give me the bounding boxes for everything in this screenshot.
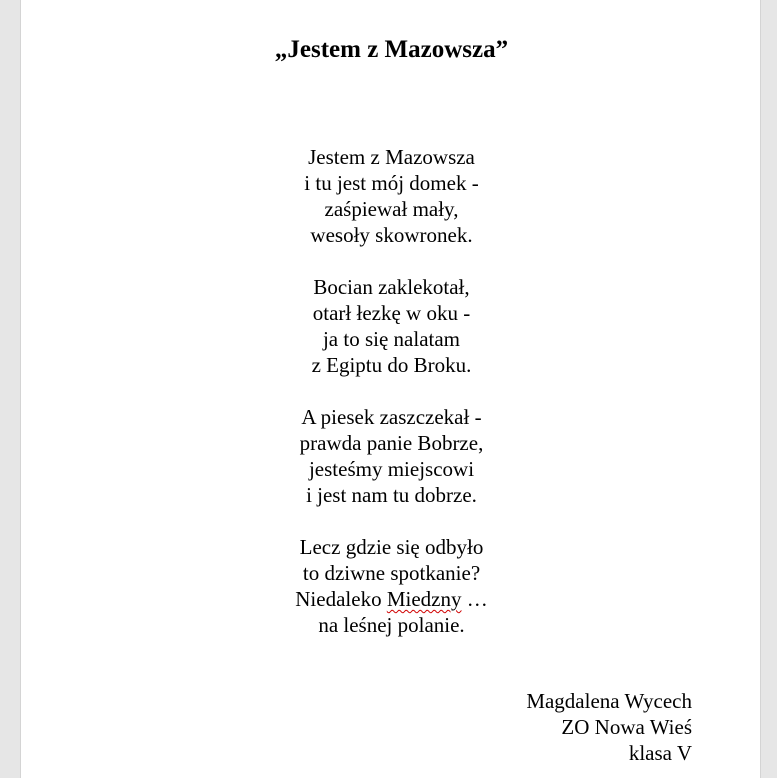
stanza-3	[21, 404, 762, 508]
poem-line: na leśnej polanie.	[318, 613, 465, 637]
author-signature	[526, 688, 692, 766]
poem-line: zaśpiewał mały,	[324, 197, 459, 221]
stanza-2	[21, 274, 762, 378]
line-text-before: Niedaleko	[295, 587, 387, 611]
line-text-after: …	[461, 587, 488, 611]
poem-line-misspelled	[21, 586, 762, 612]
stanza-4	[21, 534, 762, 638]
document-page	[20, 0, 761, 778]
poem-line: Lecz gdzie się odbyło	[299, 535, 484, 559]
poem-line: A piesek zaszczekał -	[301, 405, 482, 429]
poem-line: wesoły skowronek.	[310, 223, 473, 247]
poem-line: to dziwne spotkanie?	[302, 561, 481, 585]
poem-line: jesteśmy miejscowi	[308, 457, 475, 481]
misspelled-word[interactable]: Miedzny	[386, 587, 462, 611]
poem-line: z Egiptu do Broku.	[311, 353, 472, 377]
stanza-1	[21, 144, 762, 248]
poem-line: i tu jest mój domek -	[304, 171, 479, 195]
author-class: klasa V	[628, 741, 692, 765]
poem-line: Bocian zaklekotał,	[313, 275, 470, 299]
poem-line: ja to się nalatam	[322, 327, 461, 351]
poem-title: „Jestem z Mazowsza”	[274, 36, 509, 63]
author-school: ZO Nowa Wieś	[561, 715, 692, 739]
author-name: Magdalena Wycech	[526, 689, 692, 713]
poem-line: Jestem z Mazowsza	[308, 145, 475, 169]
poem-line: i jest nam tu dobrze.	[306, 483, 477, 507]
poem-line: prawda panie Bobrze,	[299, 431, 484, 455]
poem-line: otarł łezkę w oku -	[312, 301, 471, 325]
poem-body	[21, 144, 762, 638]
